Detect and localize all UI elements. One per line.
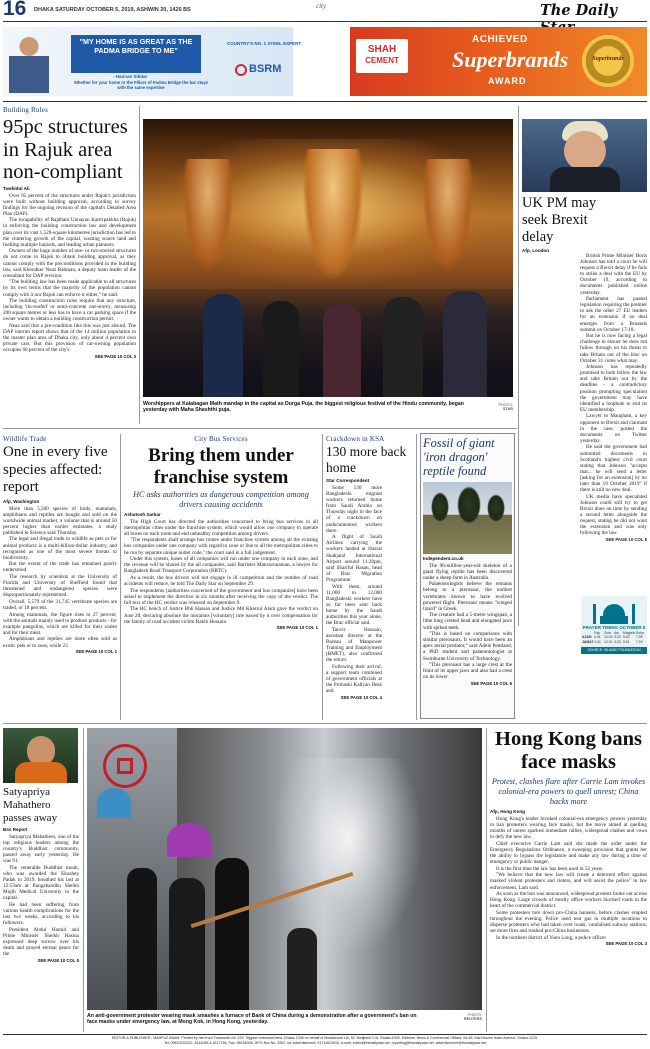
ad-quote-author: - Hannan Sikdar <box>113 74 148 79</box>
hong-kong-protest-photo <box>87 728 482 1010</box>
ksa-body <box>326 485 382 694</box>
ad-subtitle: Whether for your home or the Pillars of Padma Bridge the bar stays with the same expertise <box>73 80 209 90</box>
bus-paragraph: The High Court has directed the authorities concerned to bring bus services in all metropolitan cities under the franchise system, which would allow one company to operate all buses on each route and end unhealthy competition among drivers. <box>124 518 318 537</box>
wildlife-paragraph: The research by scientists at the University of Florida and University of Sheffield found that threatened and endangered species were disproportionately represented. <box>3 574 117 599</box>
rajuk-kicker: Building Rules <box>3 106 48 114</box>
prayer-head: Asr <box>614 631 620 635</box>
wildlife-byline: Afp, Washington <box>3 498 40 504</box>
page-number: 16 <box>3 0 27 20</box>
hk-deck: Protest, clashes flare after Carrie Lam invokes colonial-era powers to quell unrest; China backs more <box>491 777 646 806</box>
prayer-time: 3:24 <box>614 635 621 640</box>
wildlife-body <box>3 506 117 649</box>
credit-name: REUTERS <box>463 1017 482 1022</box>
mahathero-byline: Bss Report <box>3 827 28 832</box>
seal-text: Superbrands <box>592 56 624 62</box>
credit-label: PHOTO: <box>467 1013 482 1017</box>
rajuk-paragraph: Owners of the huge number of one- or two-storied structures do not come to Rajuk to obtain building approval, as they cannot comply with the preconditions provided in the building law, said Khondker Neaz Rahman, a deputy team leader of the consultant for DAP revision. <box>3 248 136 279</box>
hk-byline: Afp, Hong Kong <box>490 809 525 814</box>
prayer-head: Fajr <box>594 631 600 635</box>
ksa-paragraph: Following their arrival, a support team combined of government officials at the Probashi Kallyan Desk and <box>326 663 382 695</box>
ksa-headline[interactable]: 130 more back home <box>326 444 407 475</box>
shah-logo <box>356 39 408 73</box>
bus-paragraph: The HC bench of Justice Bhh Hassan and Justice Md Khasrul Alam gave the verdict on June 20, declaring absolute the moramns [voluntary] rule issued by it over compensation for the family of road accident victim Rakib Hossain. <box>124 606 318 625</box>
dateline: DHAKA SATURDAY OCTOBER 5, 2019, ASHWIN 20, 1426 BS <box>34 7 191 13</box>
rajuk-paragraph: The building construction rules require that any structure, including 'tin-roofed' or semi-concrete one-storey, measuring 200 square metres or less has to have a car parking space if the owner wants to obtain a building construction permit. <box>3 298 136 323</box>
fossil-paragraph: "This pterosaur has a large crest at the front of its upper jaws and also had a crest on its lower <box>423 662 512 681</box>
boris-johnson-photo <box>522 119 647 192</box>
ksa-paragraph: Some 130 more Bangladeshi migrant workers returned home from Saudi Arabia on Thursday night in the face of a crackdown on undocumented workers there. <box>326 485 382 534</box>
hk-paragraph: As soon as the ban was announced, widespread protests broke out across Hong Kong. Large crowds of mostly office workers blocked roads in the heart of the commercial district. <box>490 891 647 910</box>
rajuk-byline: Tawhidul Ali <box>3 185 30 191</box>
uk-paragraph: UK media have speculated Johnson could still try to get Brexit done on time by sending a second letter alongside the request, stating he did not want the extension and was only following the law. <box>580 493 647 537</box>
rajuk-see-page[interactable]: SEE PAGE 10 COL 3 <box>94 353 136 359</box>
uk-paragraph: Johnson has repeatedly promised to both follow the law and take Britain out by the deadline - a contradictory position prompting speculation the government may have identified a loophole to end its EU membership. <box>580 364 647 413</box>
hk-paragraph: It is the first time the law has been used in 52 years. <box>496 865 604 872</box>
fossil-box <box>420 433 515 719</box>
wildlife-paragraph: But the extent of the trade has remained poorly understood. <box>3 561 117 574</box>
rajuk-paragraph: "The building law has been made applicable to all structures by its own terms that the majority of the population cannot comply with it nor Rajuk can enforce it either," he said. <box>3 279 136 298</box>
ad-badge: COUNTRY'S NO. 1 STEEL EXPERT <box>227 41 302 46</box>
fossil-see-page[interactable]: SEE PAGE 10 COL 6 <box>470 680 512 686</box>
fossil-body <box>423 563 512 681</box>
rajuk-paragraph: The incapability of Rajdhani Unnayan Kartripakkha (Rajuk) in enforcing the building construction law and development plan over its vast 1,528-square kilometres jurisdiction has led to the cluttering growth of the capital, wasting scarce land and fuelling multiple hazards, and leading urban planners. <box>3 217 136 248</box>
shah-logo-line2: CEMENT <box>365 56 399 65</box>
bus-paragraph: "The respondents shall arrange bus routes under franchise system among all the existing bus companies under one company with regard to zone or line to all the metropolitan cities to be run by separate unique outlet code," the court said in a full judgement. <box>124 537 318 556</box>
wildlife-headline[interactable]: One in every five species affected: report <box>3 444 108 495</box>
uk-byline: Afp, London <box>522 248 550 253</box>
ksa-paragraph: A flight of Saudi Airlines carrying the workers landed at Hazrat Shahjalal International Airport around 11:20pm, said Shariful Hasan, head of Brac Migration Programme. <box>326 534 382 583</box>
fossil-paragraph: Palaeontologists believe the remains belong to a pterosaur, the earliest vertebrates known to have evolved powered flight. Pterosaur means "winged lizard" in Greek. <box>423 581 512 612</box>
ksa-byline: Star Correspondent <box>326 478 370 483</box>
uk-paragraph: But he is now facing a legal challenge to ensure he does not follow through on his threat to take Britain out of the bloc on October 31 come what may. <box>580 333 647 364</box>
section-name: city <box>316 2 327 10</box>
prayer-title: PRAYER TIMING OCTOBER 5 <box>582 625 646 630</box>
prayer-time: 5:51 <box>623 639 630 644</box>
ksa-kicker: Crackdown in KSA <box>326 435 385 443</box>
hk-paragraph: In the northern district of Yuen Long, a police officer <box>496 934 607 941</box>
shah-cement-ad[interactable] <box>350 27 647 96</box>
hk-see-page[interactable]: SEE PAGE 10 COL 3 <box>605 941 647 947</box>
wildlife-paragraph: The legal and illegal trade in wildlife as pets or for animal products is a multi-billion-dollar industry, and recognised as one of the most severe threats to biodiversity. <box>3 536 117 561</box>
prayer-time: 4:40 <box>594 639 601 644</box>
durga-puja-photo <box>143 119 513 397</box>
hk-headline[interactable]: Hong Kong bans face masks <box>495 728 642 773</box>
prayer-time: 4:41 <box>594 635 601 640</box>
mahathero-paragraph: President Abdul Hamid and Prime Minister Sheikh Hasina expressed deep sorrow over his death and prayed eternal peace for the <box>3 926 79 958</box>
rajuk-paragraph: Neaz said that a pre-condition like this was just absurd. The DAP interim report shows that of the 14 million population in the master plan area of Dhaka city, only about 4 percent own private cars. But this provision of car-owning population occupies 60 percent of the city's <box>3 322 136 354</box>
prayer-time: 3:23 <box>614 639 621 644</box>
award-label: AWARD <box>488 76 527 86</box>
wildlife-see-page[interactable]: SEE PAGE 10 COL 1 <box>75 649 117 655</box>
hk-paragraph: Some protesters tore down pro-China banners, before clashes erupted throughout the evening. Police used tear gas in multiple locations to disperse protesters who had taken over roads, vandalised subway stations, set more fires and trashed pro-China businesses. <box>490 909 647 935</box>
mahathero-paragraph: The venerable Buddhist monk, who was awarded the Ekushey Padak in 2019, breathed his last at 12:53am at Bangabandhu Sheikh Mujib Medical University in the capital. <box>3 864 79 902</box>
wildlife-paragraph: More than 5,500 species of birds, mammals, amphibians and reptiles are bought and sold on the worldwide animal market, a volume that is around 50 percent higher than earlier estimates, a study published in Science said Thursday. <box>3 505 117 536</box>
prayer-time: 7:05 <box>636 635 643 640</box>
fossil-paragraph: The creature had a 5-metre wingspan, a lithe long crested head and elongated jaws with spiked teeth. <box>423 612 512 631</box>
bus-body <box>124 519 318 625</box>
fossil-landscape-photo <box>423 482 512 554</box>
uk-paragraph: He said the government had submitted documents to Scotland's highest civil court stating that Johnson "accepts that... he will send a letter [asking for an extension] by no later than 19 October 2019" if there is still no new deal. <box>580 444 647 494</box>
uk-paragraph: Parliament has passed legislation requiring the premier to ask the other 27 EU leaders for an extension if no deal emerges from a Brussels summit on October 17-18. <box>580 296 647 333</box>
prayer-row-label: AZAN <box>582 635 592 640</box>
mahathero-photo <box>3 728 78 783</box>
prayer-head: Zohr <box>604 631 611 635</box>
bus-paragraph: The respondents [authorities concerned of the government and bus companies] have been asked to implement the directive in six months after receiving the copy of the verdict. The full text of the HC verdict was released on September 9. <box>124 587 318 606</box>
uk-paragraph: British Prime Minister Boris Johnson has told a court he will request a Brexit delay if he fails to strike a deal with the EU by October 19, according to documents published online yesterday. <box>580 253 647 296</box>
wildlife-kicker: Wildlife Trade <box>3 435 47 443</box>
mahathero-paragraph: Satyapriya Mahathero, one of the top religious leaders among the country's Buddhist community, passed away early yesterday. He was 91. <box>3 834 79 865</box>
bus-byline: Ashutosh Sarkar <box>124 511 161 517</box>
bsrm-brand: BSRM <box>249 63 282 75</box>
wildlife-paragraph: Overall, 5,579 of the 31,745 vertebrate species are traded, or 18 percent. <box>3 598 117 611</box>
mahathero-headline[interactable]: Satyapriya Mahathero passes away <box>3 786 58 824</box>
paper-name: The Daily <box>540 2 618 19</box>
ksa-see-page[interactable]: SEE PAGE 10 COL 4 <box>340 694 382 700</box>
imprint-line: EDITOR & PUBLISHER : MAHFUZ ANAM. Printed by him from Transcraft Ltd. 229, Tejgaon Industrial Area, Dhaka-1208 on behalf of Mediaworld Ltd, 52, Motijheel C/A, Dhaka-1000. Editorial, News & Commercial Offices: 64-65, Kazi Nazrul Islam Avenue, Dhaka-1215. <box>112 1036 538 1040</box>
uk-headline[interactable]: UK PM may seek Brexit delay <box>522 195 597 245</box>
fossil-paragraph: "This is based on comparisons with similar pterosaurs. It would have been an apex aerial predator," said Adele Pentland, a PhD student and palaeontologist at Swinburne University of Technology. <box>423 631 512 662</box>
hk-paragraph: Hong Kong's leader invoked colonial-era emergency powers yesterday to ban protesters wearing face masks, but the move aimed at quelling months of unrest sparked immediate rallies, widespread clashes and vows to defy the new law. <box>490 816 647 841</box>
mahathero-see-page[interactable]: SEE PAGE 10 COL 5 <box>37 957 79 963</box>
bank-of-china-logo-icon <box>103 744 147 788</box>
prayer-time: 12:01 <box>604 639 613 644</box>
prayer-box <box>581 596 647 654</box>
prayer-head: Maghrib <box>623 631 636 635</box>
bus-see-page[interactable]: SEE PAGE 10 COL 1 <box>276 625 318 631</box>
hk-body <box>490 816 647 941</box>
achieved-label: ACHIEVED <box>472 34 528 45</box>
shah-logo-line1: SHAH <box>367 44 397 55</box>
prayer-source: SOURCE: ISLAMIC FOUNDATION <box>581 647 647 654</box>
hk-photo-credit <box>440 1013 482 1021</box>
prayer-time: 12:02 <box>604 635 613 640</box>
bsrm-ad[interactable] <box>3 27 302 96</box>
uk-body <box>580 253 647 543</box>
bus-headline[interactable]: Bring them under franchise system <box>148 445 294 488</box>
puja-photo-credit <box>478 403 513 411</box>
prayer-head: Esha <box>636 631 644 635</box>
ad-person-photo <box>9 31 49 93</box>
ksa-paragraph: With them, around 11,000 to 12,000 Bangladeshi workers have so far been sent back home by the Saudi authorities this year alone, the Brac official said. <box>326 583 382 627</box>
mosque-icon <box>589 598 639 624</box>
uk-see-page[interactable]: SEE PAGE 10 COL 5 <box>605 536 647 542</box>
hk-paragraph: "We believe that the new law will create a deterrent effect against masked violent protesters and rioters, and will assist the police" in law enforcement, Lam said. <box>490 872 647 891</box>
hk-photo-caption: An anti-government protester wearing mask smashes a furnace of Bank of China during a demonstration after a government's ban on face masks under emergency law, at Mong Kok, in Hong Kong, yesterday. <box>87 1013 417 1026</box>
rajuk-body <box>3 193 136 354</box>
credit-name: STAR <box>502 407 513 412</box>
fossil-headline[interactable]: Fossil of giant 'iron dragon' reptile found <box>423 436 495 479</box>
ad-quote: "MY HOME IS AS GREAT AS THE PADMA BRIDGE TO ME" <box>71 35 201 73</box>
contact-line: Tel: 09610222222, 8144058 & 8117766, Fax: 58156306, GPO Box No. 3257, for Advertisement: 01711623910, e-mail: editor@thedailystar.net, reporting@thedailystar.net, advertisement@thedailystar.net <box>163 1041 487 1045</box>
hk-paragraph: Chief executive Carrie Lam said she made the order under the Emergency Regulations Ordinance, a sweeping provision that grants her the ability to bypass the legislature and make any law during a time of emergency or public danger. <box>490 840 647 866</box>
prayer-time: 7:04 <box>636 639 643 644</box>
wildlife-paragraph: Amphibians and reptiles are more often sold as exotic pets or to zoos, while 23 <box>3 636 117 649</box>
puja-caption: Worshippers at Kalabagan Math mandap in the capital as Durga Puja, the biggest religious festival of the Hindu community, began yesterday with Maha Shashthi puja. <box>143 401 464 414</box>
bus-paragraph: As a result, the bus drivers will not engage in ill competition and the number of road accidents will reduce, he told The Daily Star on September 29. <box>124 574 318 588</box>
bus-kicker: City Bus Services <box>194 435 248 443</box>
fossil-byline: Independent.co.uk <box>423 555 464 561</box>
bus-paragraph: Under this system, buses of all companies will run under one company in each zone, and the revenue will be shared by the all companies, said Barrister Manzurunaman, a lawyer for Bangladesh Road Transport Corporation (BRTC). <box>124 556 318 575</box>
superbrands-title: Superbrands <box>452 47 569 72</box>
prayer-row-label: JAMAT <box>582 639 594 644</box>
bus-deck: HC asks authorities as dangerous competition among drivers causing accidents <box>133 490 309 509</box>
rajuk-paragraph: Over 95 percent of the structures under Rajuk's jurisdiction were built without building approval, according to survey findings for the ongoing revision of the capital's Detailed Area Plan (DAP). <box>3 192 136 217</box>
fossil-paragraph: The 96-million-year-old skeleton of a giant flying reptile has been discovered under a sheep farm in Australia. <box>423 562 512 581</box>
uk-paragraph: Lawyer to Maugham, a key opponent to Brexit and claimant in the case, posted the documents on Twitter yesterday. <box>580 413 647 444</box>
mahathero-paragraph: He had been suffering from various health complications for the last two weeks, according to his followers. <box>3 902 79 927</box>
prayer-time: 5:52 <box>623 635 630 640</box>
ksa-paragraph: Tanvir Hossain, assistant director at the Bureau of Manpower Training and Employment (BMET), also confirmed the return. <box>326 626 382 664</box>
credit-label: PHOTO: <box>498 403 513 407</box>
superbrands-seal-icon <box>582 35 634 87</box>
mahathero-body <box>3 834 79 957</box>
wildlife-paragraph: Among mammals, the figure rises to 27 percent, with the animals mainly used to produce products - for example pangolins, which are killed for their scales and for their meat. <box>3 611 117 636</box>
rajuk-headline[interactable]: 95pc structures in Rajuk area non-compliant <box>3 116 128 183</box>
bsrm-logo-icon <box>235 64 247 76</box>
